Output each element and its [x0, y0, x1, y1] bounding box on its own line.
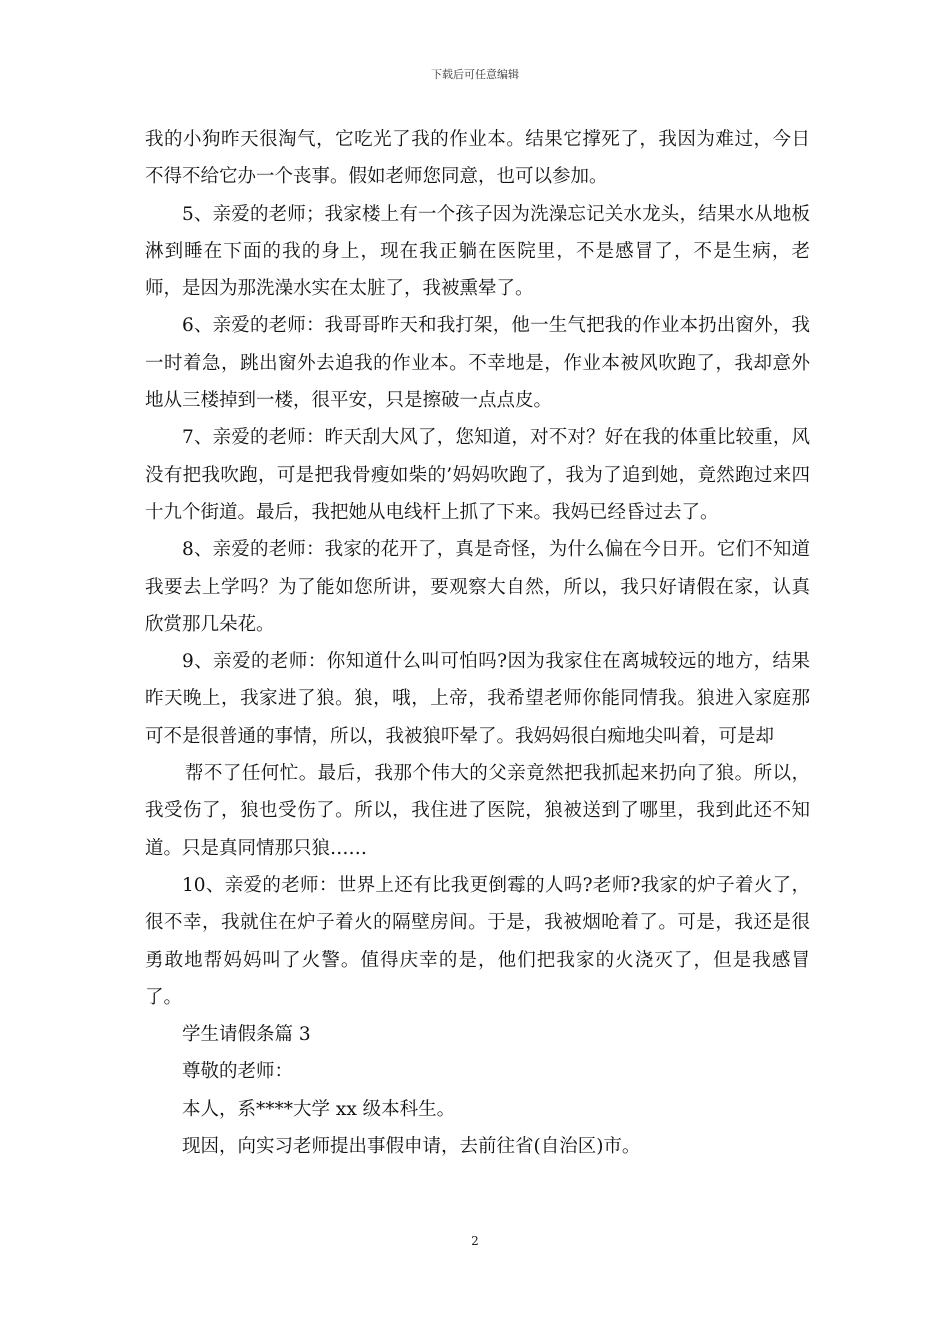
- paragraph-item-8: 8、亲爱的老师：我家的花开了，真是奇怪，为什么偏在今日开。它们不知道我要去上学吗？为了能如您所讲，要观察大自然，所以，我只好请假在家，认真欣赏那几朵花。: [145, 539, 810, 635]
- section-heading: 学生请假条篇 3: [182, 1024, 311, 1046]
- paragraph-item-7: 7、亲爱的老师：昨天刮大风了，您知道，对不对？好在我的体重比较重，风没有把我吹跑，可是把我骨瘦如柴的’妈妈吹跑了，我为了追到她，竟然跑过来四十九个街道。最后，我把她从电线杆上抓了下来。我妈已经昏过去了。: [145, 427, 810, 523]
- page-header: 下载后可任意编辑: [431, 68, 519, 81]
- paragraph-item-5: 5、亲爱的老师；我家楼上有一个孩子因为洗澡忘记关水龙头，结果水从地板淋到睡在下面的我的身上，现在我正躺在医院里，不是感冒了，不是生病，老师，是因为那洗澡水实在太脏了，我被熏晕了。: [145, 203, 810, 300]
- salutation: 尊敬的老师：: [182, 1061, 294, 1083]
- paragraph-item-6: 6、亲爱的老师：我哥哥昨天和我打架，他一生气把我的作业本扔出窗外，我一时着急，跳出窗外去追我的作业本。不幸地是，作业本被风吹跑了，我却意外地从三楼掉到一楼，很平安，只是擦破一点点皮。: [145, 315, 810, 412]
- document-body: [145, 121, 810, 1165]
- paragraph-item-9-continued: 帮不了任何忙。最后，我那个伟大的父亲竟然把我抓起来扔向了狼。所以，我受伤了，狼也受伤了。所以，我住进了医院，狼被送到了哪里，我到此还不知道。只是真同情那只狼……: [145, 763, 810, 859]
- paragraph-dog: 我的小狗昨天很淘气，它吃光了我的作业本。结果它撑死了，我因为难过，今日不得不给它办一个丧事。假如老师您同意，也可以参加。: [145, 129, 810, 188]
- paragraph-item-9: 9、亲爱的老师：你知道什么叫可怕吗?因为我家住在离城较远的地方，结果昨天晚上，我家进了狼。狼，哦，上帝，我希望老师你能同情我。狼进入家庭那可不是很普通的事情，所以，我被狼吓晕了。我妈妈很白痴地尖叫着，可是却: [145, 651, 810, 747]
- paragraph-item-10: 10、亲爱的老师：世界上还有比我更倒霉的人吗?老师?我家的炉子着火了，很不幸，我就住在炉子着火的隔壁房间。于是，我被烟呛着了。可是，我还是很勇敢地帮妈妈叫了火警。值得庆幸的是，他们把我家的火浇灭了，但是我感冒了。: [145, 874, 810, 1008]
- paragraph-request: 现因，向实习老师提出事假申请，去前往省(自治区)市。: [182, 1136, 641, 1158]
- paragraph-intro: 本人，系****大学 xx 级本科生。: [182, 1098, 456, 1120]
- page-number: 2: [471, 1234, 479, 1248]
